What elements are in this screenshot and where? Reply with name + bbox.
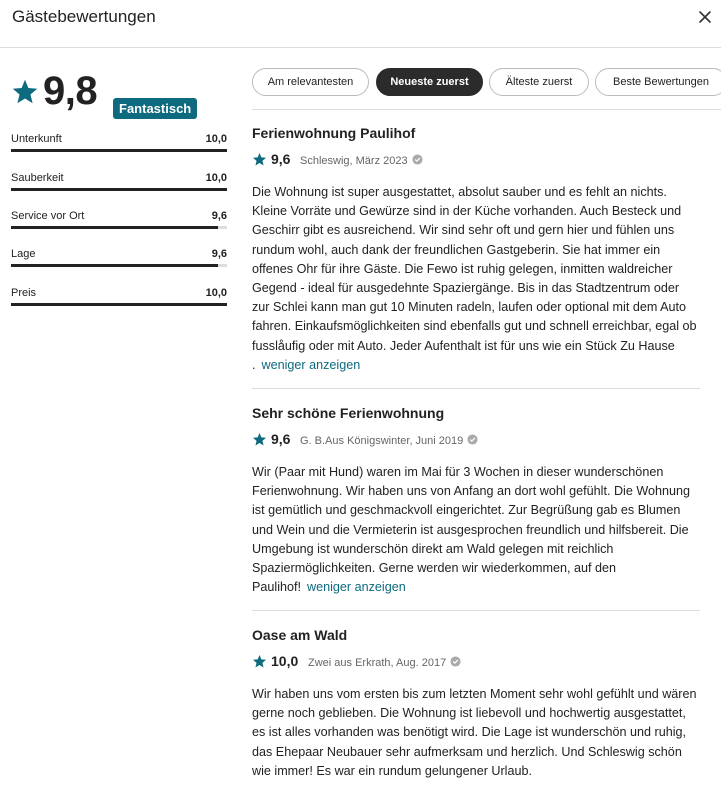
- sort-oldest-button[interactable]: Älteste zuerst: [489, 68, 589, 96]
- category-lage: [11, 248, 227, 268]
- sort-options: [252, 68, 721, 96]
- review-body: Wir (Paar mit Hund) waren im Mai für 3 Wochen in dieser wunderschönen Ferienwohnung. Wir haben uns von Anfang an dort wohl gefühlt. Die Wohnung ist gemütlich und geschmackvoll eingerichtet. Zur Begrüßung gab es Blumen und Wein und die Vermieterin ist ausgesprochen freundlich und hilfsbereit. Die Umgebung ist wunderschön direkt am Wald gelegen mit reichlich Spaziermöglichkeiten. Gerne werden wir wiederkommen, auf den Paulihof!: [252, 465, 691, 595]
- close-icon: [694, 6, 716, 28]
- star-icon: [252, 654, 267, 669]
- category-bar: [11, 226, 227, 229]
- review-meta: [300, 434, 478, 447]
- category-unterkunft: [11, 133, 227, 153]
- category-bar-fill: [11, 188, 227, 191]
- category-label: Lage: [11, 248, 36, 260]
- category-label: Service vor Ort: [11, 210, 85, 222]
- category-label: Unterkunft: [11, 133, 62, 145]
- category-value: 10,0: [205, 287, 227, 299]
- category-bar: [11, 149, 227, 152]
- divider: [252, 109, 721, 110]
- divider: [252, 610, 700, 611]
- category-service: [11, 210, 227, 230]
- review-meta: [300, 154, 423, 167]
- review-rating: [252, 151, 700, 169]
- category-bar-fill: [11, 226, 218, 229]
- category-preis: [11, 287, 227, 307]
- review-body: Die Wohnung ist super ausgestattet, absolut sauber und es fehlt an nichts. Kleine Vorräte und Gewürze sind in der Küche vorhanden. Auch Besteck und Geschirr gibt es ausreichend. Wir sind sehr oft und gern hier und fühlen uns rundum wohl, auch dank der freundlichen Gastgeberin. Sie hat immer ein offenes Ohr für ihre Gäste. Die Fewo ist ruhig gelegen, inmitten waldreicher Gegend - ideal für ausgedehnte Spaziergänge. Bis in das Stadtzentrum oder zur Schlei kann man gut 10 Minuten radeln, laufen oder optional mit dem Auto fahren. Einkaufsmöglichkeiten sind ebenfalls gut und schnell erreichbar, egal ob fusslåufig oder mit Auto. Jeder Aufenthalt ist für uns wie ein Stück Zu Hause .: [252, 185, 697, 372]
- star-icon: [252, 432, 267, 447]
- category-value: 9,6: [211, 248, 227, 260]
- review-title: Oase am Wald: [252, 627, 348, 643]
- review-text: [252, 685, 700, 781]
- category-bar-fill: [11, 149, 227, 152]
- review-rating: [252, 431, 700, 449]
- review-score: 9,6: [271, 431, 291, 447]
- sort-newest-button[interactable]: Neueste zuerst: [376, 68, 483, 96]
- rating-badge: Fantastisch: [113, 98, 197, 119]
- verified-check-icon: [467, 434, 478, 445]
- star-icon: [11, 78, 39, 106]
- verified-check-icon: [412, 154, 423, 165]
- category-bar: [11, 188, 227, 191]
- review-title: Sehr schöne Ferienwohnung: [252, 405, 445, 421]
- sort-best-button[interactable]: Beste Bewertungen: [595, 68, 721, 96]
- close-button[interactable]: [694, 6, 716, 28]
- page-title: Gästebewertungen: [12, 7, 156, 26]
- review-title: Ferienwohnung Paulihof: [252, 125, 416, 141]
- category-value: 10,0: [205, 133, 227, 145]
- category-label: Preis: [11, 287, 37, 299]
- review-text: [252, 183, 700, 375]
- show-less-link[interactable]: weniger anzeigen: [261, 357, 361, 372]
- divider: [252, 388, 700, 389]
- category-value: 9,6: [211, 210, 227, 222]
- review-author-date: Zwei aus Erkrath, Aug. 2017: [308, 657, 447, 669]
- show-less-link[interactable]: weniger anzeigen: [307, 580, 406, 595]
- review-body: Wir haben uns vom ersten bis zum letzten Moment sehr wohl gefühlt und wären gerne noch geblieben. Die Wohnung ist liebevoll und hochwertig ausgestattet, es ist alles vorhanden was benötigt wird. Die Lage ist wunderschön und ruhig, das Ehepaar Neubauer sehr aufmerksam und herzlich. Und Schleswig schön wie immer! Es war ein rundum gelungener Urlaub.: [252, 687, 697, 778]
- overall-score: [11, 67, 227, 117]
- category-label: Sauberkeit: [11, 172, 64, 184]
- dialog-header: [0, 0, 721, 48]
- sort-relevance-button[interactable]: Am relevantesten: [252, 68, 369, 96]
- review-author-date: Schleswig, März 2023: [300, 155, 408, 167]
- review-score: 10,0: [271, 653, 299, 669]
- category-value: 10,0: [205, 172, 227, 184]
- category-bar-fill: [11, 264, 218, 267]
- overall-score-value: 9,8: [43, 69, 98, 113]
- review-text: [252, 463, 700, 597]
- category-bar: [11, 264, 227, 267]
- review-score: 9,6: [271, 151, 291, 167]
- review-meta: [308, 656, 461, 669]
- verified-check-icon: [450, 656, 461, 667]
- review-rating: [252, 653, 700, 671]
- category-sauberkeit: [11, 172, 227, 192]
- review-author-date: G. B.Aus Königswinter, Juni 2019: [300, 435, 464, 447]
- category-bar-fill: [11, 303, 227, 306]
- star-icon: [252, 152, 267, 167]
- category-bar: [11, 303, 227, 306]
